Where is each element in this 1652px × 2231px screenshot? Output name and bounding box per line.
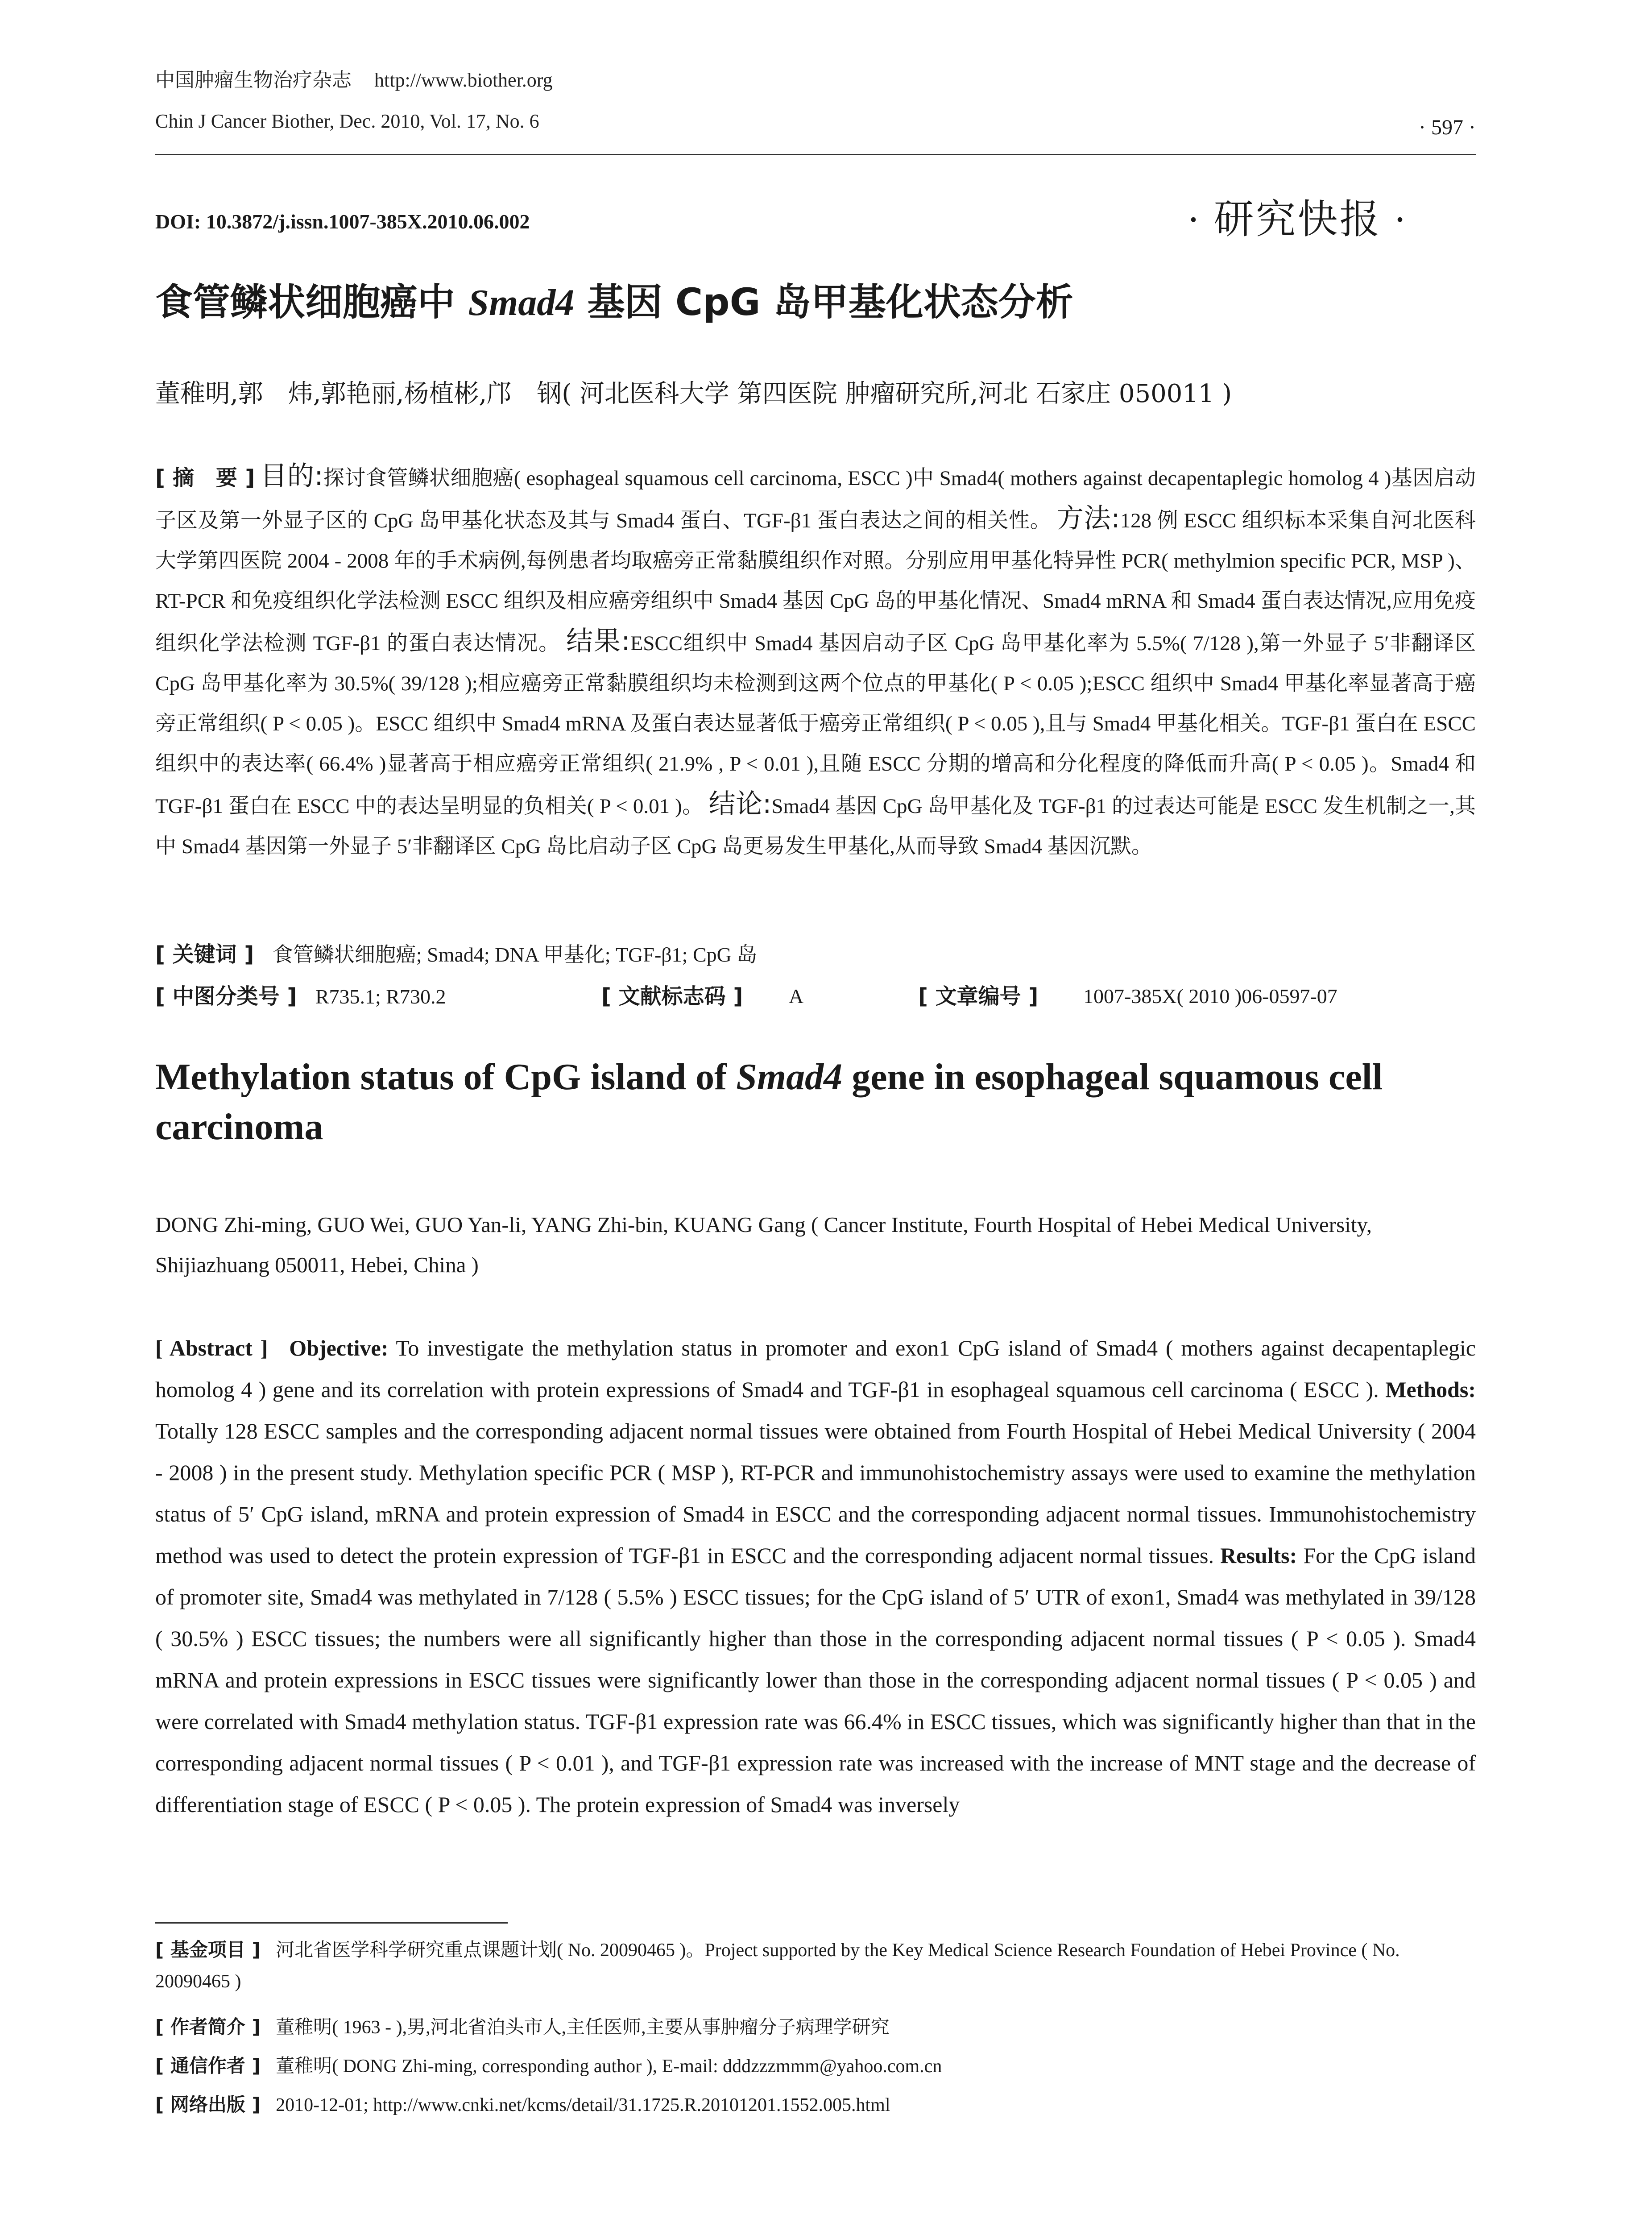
abstract-cn-label: [ 摘 要 ] <box>155 465 255 490</box>
results-cn-label: 结果: <box>566 626 630 657</box>
fund-label: [ 基金项目 ] <box>155 1939 261 1961</box>
methods-cn-label: 方法: <box>1056 503 1120 534</box>
keywords-cn <box>155 939 757 970</box>
article-no-value: 1007-385X( 2010 )06-0597-07 <box>1083 985 1337 1008</box>
objective-cn-label: 目的: <box>260 460 323 492</box>
objective-cn: 探讨食管鳞状细胞癌( esophageal squamous cell carcinoma, ESCC )中 Smad4( mothers against decapentaplegic homolog 4 )基因启动子区及第一外显子区的 CpG 岛甲基化状态及其与 Smad4 蛋白、TGF-β1 蛋白表达之间的相关性。 <box>155 467 1476 532</box>
section-tag: · 研究快报 · <box>1187 198 1408 242</box>
page-number: · 597 · <box>1419 116 1476 139</box>
objective-en-label: Objective: <box>289 1335 389 1360</box>
corresponding-text: 董稚明( DONG Zhi-ming, corresponding author ), E-mail: dddzzzmmm@yahoo.com.cn <box>276 2056 942 2077</box>
abstract-en-label: [ Abstract ] <box>155 1335 268 1360</box>
author-label: [ 作者简介 ] <box>155 2016 261 2038</box>
title-en-gene: Smad4 <box>736 1056 843 1098</box>
objective-en: To investigate the methylation status in promoter and exon1 CpG island of Smad4 ( mothers against decapentaplegic homolog 4 ) gene and its correlation with protein expressions of Smad4 and TGF-β1 in esophageal squamous cell carcinoma ( ESCC ). <box>155 1335 1476 1402</box>
title-en <box>155 1052 1476 1152</box>
title-cn-part2: 基因 CpG 岛甲基化状态分析 <box>574 280 1073 324</box>
conclusion-cn: Smad4 基因 CpG 岛甲基化及 TGF-β1 的过表达可能是 ESCC 发生机制之一,其中 Smad4 基因第一外显子 5′非翻译区 CpG 岛比启动子区 CpG 岛更易发生甲基化,从而导致 Smad4 基因沉默。 <box>155 795 1476 858</box>
doc-code-value: A <box>789 985 804 1008</box>
header-rule <box>155 154 1476 155</box>
journal-url: http://www.biother.org <box>374 69 553 91</box>
online-text: 2010-12-01; http://www.cnki.net/kcms/detail/31.1725.R.20101201.1552.005.html <box>276 2095 890 2115</box>
footnote-online <box>155 2089 1476 2121</box>
methods-cn: 128 例 ESCC 组织标本采集自河北医科大学第四医院 2004 - 2008 年的手术病例,每例患者均取癌旁正常黏膜组织作对照。分别应用甲基化特异性 PCR( methylmion specific PCR, MSP )、RT-PCR 和免疫组织化学法检测 ESCC 组织及相应癌旁组织中 Smad4 基因 CpG 岛的甲基化情况、Smad4 mRNA 和 Smad4 蛋白表达情况,应用免疫组织化学法检测 TGF-β1 的蛋白表达情况。 <box>155 509 1476 655</box>
footnote-author <box>155 2011 1476 2043</box>
methods-en: Totally 128 ESCC samples and the corresponding adjacent normal tissues were obtained from Fourth Hospital of Hebei Medical University ( 2004 - 2008 ) in the present study. Methylation specific PCR ( MSP ), RT-PCR and immunohistochemistry assays were used to examine the methylation status of 5′ CpG island, mRNA and protein expression of Smad4 in ESCC and the corresponding adjacent normal tissues. Immunohistochemistry method was used to detect the protein expression of TGF-β1 in ESCC and the corresponding adjacent normal tissues. <box>155 1418 1476 1568</box>
title-cn-part1: 食管鳞状细胞癌中 <box>155 280 468 324</box>
abstract-cn <box>155 456 1476 867</box>
journal-citation-en: Chin J Cancer Biother, Dec. 2010, Vol. 17, No. 6 <box>155 110 539 132</box>
footnote-fund <box>155 1934 1476 1997</box>
keywords-cn-label: [ 关键词 ] <box>155 942 254 967</box>
footnote-corresponding <box>155 2050 1476 2082</box>
results-en: For the CpG island of promoter site, Smad4 was methylated in 7/128 ( 5.5% ) ESCC tissues; for the CpG island of 5′ UTR of exon1, Smad4 was methylated in 39/128 ( 30.5% ) ESCC tissues; the numbers were all significantly higher than those in the corresponding adjacent normal tissues ( P < 0.05 ). Smad4 mRNA and protein expressions in ESCC tissues were significantly lower than those in the corresponding adjacent normal tissues ( P < 0.05 ) and were correlated with Smad4 methylation status. TGF-β1 expression rate was 66.4% in ESCC tissues, which was significantly higher than that in the corresponding adjacent normal tissues ( P < 0.01 ), and TGF-β1 expression rate was increased with the increase of MNT stage and the decrease of differentiation stage of ESCC ( P < 0.05 ). The protein expression of Smad4 was inversely <box>155 1543 1476 1817</box>
authors-cn: 董稚明,郭 炜,郭艳丽,杨植彬,邝 钢( 河北医科大学 第四医院 肿瘤研究所,河北 石家庄 050011 ) <box>155 379 1232 408</box>
fund-text: 河北省医学科学研究重点课题计划( No. 20090465 )。Project supported by the Key Medical Science Research Foundation of Hebei Province ( No. 20090465 ) <box>155 1940 1400 1992</box>
results-en-label: Results: <box>1220 1543 1297 1568</box>
methods-en-label: Methods: <box>1385 1377 1476 1402</box>
footnote-rule <box>155 1922 508 1924</box>
abstract-en <box>155 1327 1476 1825</box>
title-en-part2: gene in esophageal squamous cell carcinoma <box>155 1056 1383 1148</box>
title-en-part1: Methylation status of CpG island of <box>155 1056 737 1098</box>
clc-value: R735.1; R730.2 <box>315 985 446 1008</box>
clc-label: [ 中图分类号 ] <box>155 984 297 1009</box>
title-cn <box>155 272 1073 326</box>
journal-name-cn: 中国肿瘤生物治疗杂志 <box>155 69 352 91</box>
running-header-cn <box>155 67 553 94</box>
classification-line <box>155 981 1476 1012</box>
keywords-cn-value: 食管鳞状细胞癌; Smad4; DNA 甲基化; TGF-β1; CpG 岛 <box>272 943 758 966</box>
doc-code-label: [ 文献标志码 ] <box>601 984 743 1009</box>
corresponding-label: [ 通信作者 ] <box>155 2055 261 2077</box>
conclusion-cn-label: 结论: <box>708 788 772 820</box>
doi: DOI: 10.3872/j.issn.1007-385X.2010.06.002 <box>155 210 530 233</box>
author-text: 董稚明( 1963 - ),男,河北省泊头市人,主任医师,主要从事肿瘤分子病理学研究 <box>276 2017 890 2038</box>
results-cn: ESCC组织中 Smad4 基因启动子区 CpG 岛甲基化率为 5.5%( 7/128 ),第一外显子 5′非翻译区 CpG 岛甲基化率为 30.5%( 39/128 );相应癌旁正常黏膜组织均未检测到这两个位点的甲基化( P < 0.05 );ESCC 组织中 Smad4 甲基化率显著高于癌旁正常组织( P < 0.05 )。ESCC 组织中 Smad4 mRNA 及蛋白表达显著低于癌旁正常组织( P < 0.05 ),且与 Smad4 甲基化相关。TGF-β1 蛋白在 ESCC 组织中的表达率( 66.4% )显著高于相应癌旁正常组织( 21.9% , P < 0.01 ),且随 ESCC 分期的增高和分化程度的降低而升高( P < 0.05 )。Smad4 和 TGF-β1 蛋白在 ESCC 中的表达呈明显的负相关( P < 0.01 )。 <box>155 632 1476 818</box>
article-no-label: [ 文章编号 ] <box>918 984 1039 1009</box>
online-label: [ 网络出版 ] <box>155 2094 261 2115</box>
authors-en: DONG Zhi-ming, GUO Wei, GUO Yan-li, YANG Zhi-bin, KUANG Gang ( Cancer Institute, Fourth Hospital of Hebei Medical University, Shijiazhuang 050011, Hebei, China ) <box>155 1212 1372 1277</box>
title-cn-gene: Smad4 <box>468 282 575 323</box>
